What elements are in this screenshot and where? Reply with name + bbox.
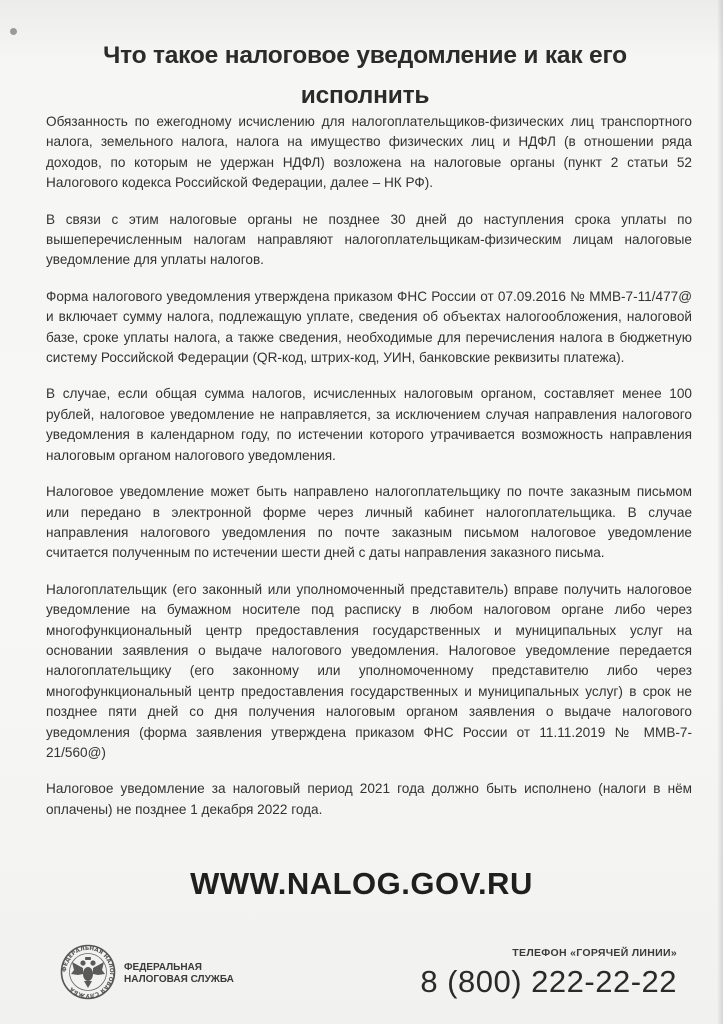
- hotline-label: ТЕЛЕФОН «ГОРЯЧЕЙ ЛИНИИ»: [512, 947, 677, 959]
- paragraph-3: Форма налогового уведомления утверждена приказом ФНС России от 07.09.2016 № ММВ-7-11/477@ и включает сумму налога, подлежащую уплате, сведения об объектах налогообложения, налоговой базе, сроке уплаты налога, а также сведения, необходимые для перечисления налога в бюджетную систему Российской Федерации (QR-код, штрих-код, УИН, банковские реквизиты платежа).: [46, 288, 692, 366]
- hotline-phone-number[interactable]: 8 (800) 222-22-22: [420, 964, 677, 999]
- document-body: [46, 112, 692, 836]
- organization-name-line2: НАЛОГОВАЯ СЛУЖБА: [124, 974, 234, 985]
- website-link[interactable]: WWW.NALOG.GOV.RU: [190, 866, 533, 901]
- paragraph-5: Налоговое уведомление может быть направлено налогоплательщику по почте заказным письмом или передано в электронной форме через личный кабинет налогоплательщика. В случае направления налогового уведомления по почте заказным письмом налоговое уведомление считается полученным по истечении шести дней с даты направления заказного письма.: [46, 484, 692, 561]
- paragraph-6: Налогоплательщик (его законный или уполномоченный представитель) вправе получить налоговое уведомление на бумажном носителе под расписку в любом налоговом органе либо через многофункциональный центр предоставления государственных и муниципальных услуг на основании заявления о выдаче налогового уведомления. Налоговое уведомление передается налогоплательщику (его законному или уполномоченному представителю либо через многофункциональный центр предоставления государственных и муниципальных услуг) в срок не позднее пяти дней со дня получения налоговым органом заявления о выдаче налогового уведомления (форма заявления утверждена приказом ФНС России от 11.11.2019 № ММВ-7-21/560@): [46, 581, 692, 760]
- scan-hole-mark: [10, 28, 17, 35]
- paragraph-4: В случае, если общая сумма налогов, исчисленных налоговым органом, составляет менее 100 рублей, налоговое уведомление не направляется, за исключением случая направления налогового уведомления в календарном году, по истечении которого утрачивается возможность направления налоговым органом налогового уведомления.: [46, 386, 692, 463]
- document-title: Что такое налоговое уведомление и как его исполнить: [103, 42, 627, 109]
- paragraph-1: Обязанность по ежегодному исчислению для налогоплательщиков-физических лиц транспортного налога, земельного налога, налога на имущество физических лиц и НДФЛ (в отношении ряда доходов, по которым не удержан НДФЛ) возложена на налоговые органы (пункт 2 статьи 52 Налогового кодекса Российской Федерации, далее – НК РФ).: [46, 114, 692, 191]
- organization-name: [124, 962, 234, 986]
- paragraph-2: В связи с этим налоговые органы не позднее 30 дней до наступления срока уплаты по вышеперечисленным налогам направляют налогоплательщикам-физическим лицам налоговые уведомление для уплаты налогов.: [46, 211, 692, 268]
- organization-name-line1: ФЕДЕРАЛЬНАЯ: [124, 962, 202, 973]
- svg-text:ФЕДЕРАЛЬНАЯ НАЛОГОВАЯ СЛУЖБА: ФЕДЕРАЛЬНАЯ НАЛОГОВАЯ СЛУЖБА: [61, 945, 115, 999]
- paragraph-7: Налоговое уведомление за налоговый период 2021 года должно быть исполнено (налоги в нём оплачены) не позднее 1 декабря 2022 года.: [46, 781, 692, 817]
- fns-eagle-emblem-icon: [60, 944, 116, 1000]
